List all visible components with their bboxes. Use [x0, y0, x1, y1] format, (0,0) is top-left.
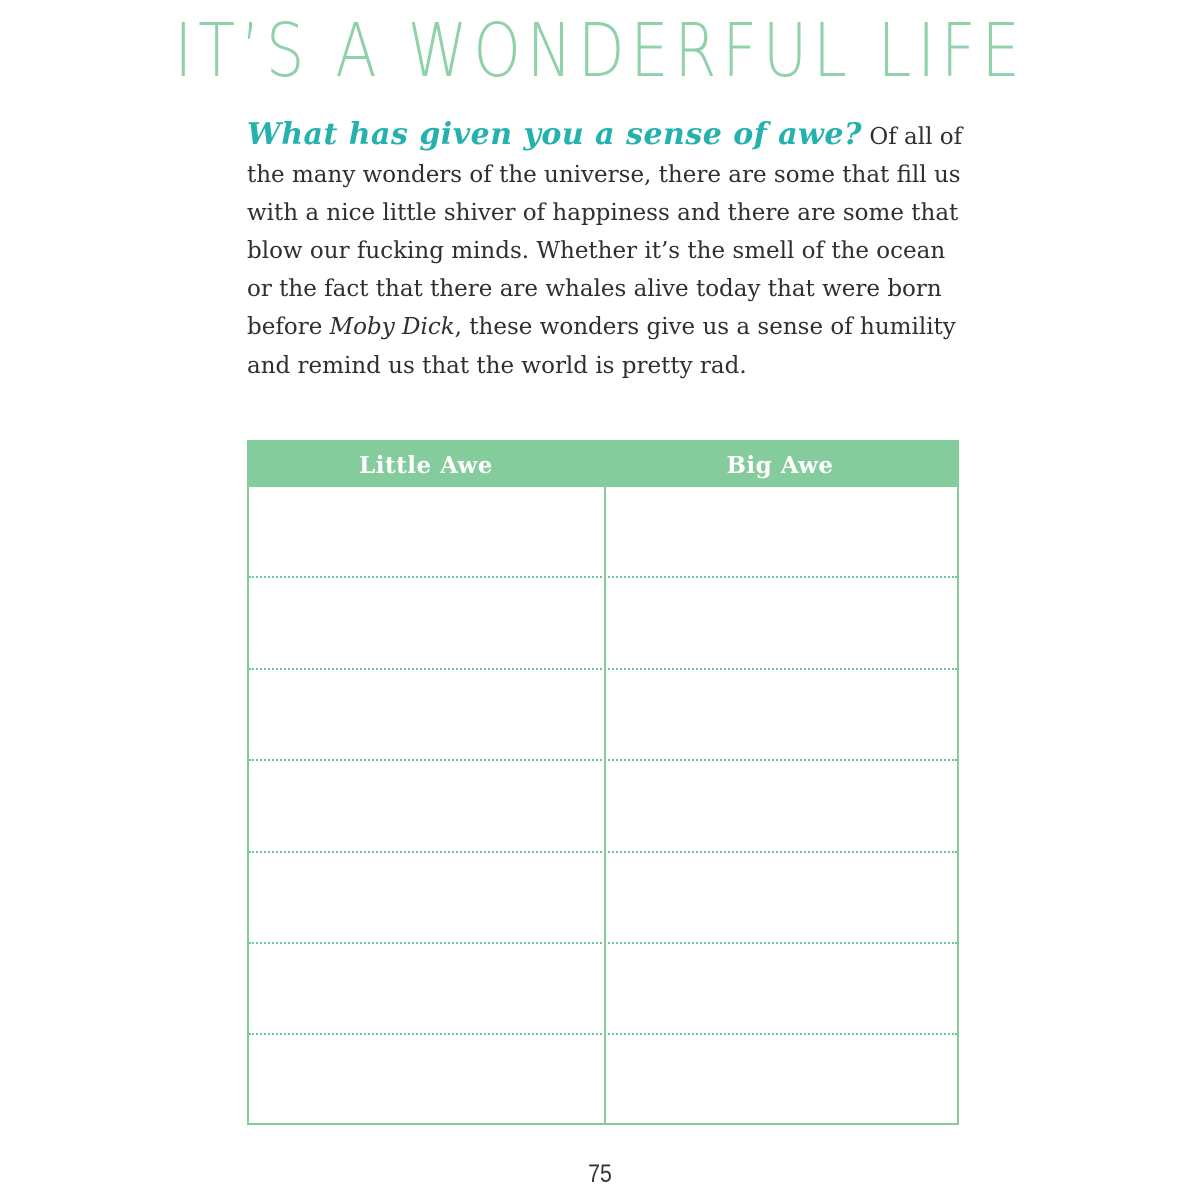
big-awe-cell[interactable]: [603, 853, 957, 942]
column-divider: [604, 487, 606, 1123]
column-header-little-awe: Little Awe: [359, 452, 493, 479]
table-row: [249, 853, 957, 944]
table-row: [249, 487, 957, 578]
table-row: [249, 944, 957, 1035]
page-title: IT’S A WONDERFUL LIFE: [174, 8, 1026, 94]
awe-table: [247, 440, 959, 1125]
big-awe-cell[interactable]: [603, 761, 957, 850]
little-awe-cell[interactable]: [249, 853, 603, 942]
column-header-big-awe: Big Awe: [726, 452, 834, 479]
body-text-part-1: Of all of the many wonders of the universe, there are some that fill us with a nice little shiver of happiness and there are some that blow our fucking minds. Whether it’s the smell of the ocean or the fact that there are whales alive today that were born before: [247, 124, 963, 341]
big-awe-cell[interactable]: [603, 487, 957, 576]
big-awe-cell[interactable]: [603, 578, 957, 667]
little-awe-cell[interactable]: [249, 761, 603, 850]
little-awe-cell[interactable]: [249, 944, 603, 1033]
page-number: 75: [588, 1160, 612, 1188]
little-awe-cell[interactable]: [249, 487, 603, 576]
little-awe-cell[interactable]: [249, 1035, 603, 1126]
big-awe-cell[interactable]: [603, 1035, 957, 1126]
big-awe-cell[interactable]: [603, 944, 957, 1033]
body-text-part-2: , these wonders give us a sense of humility and remind us that the world is pretty rad.: [247, 314, 956, 379]
table-row: [249, 578, 957, 669]
book-title: Moby Dick: [329, 314, 455, 341]
big-awe-cell[interactable]: [603, 670, 957, 759]
intro-paragraph: [247, 116, 967, 385]
table-row: [249, 670, 957, 761]
little-awe-cell[interactable]: [249, 578, 603, 667]
little-awe-cell[interactable]: [249, 670, 603, 759]
table-body: [249, 487, 957, 1123]
table-header: [249, 442, 957, 487]
table-row: [249, 1035, 957, 1126]
table-row: [249, 761, 957, 852]
prompt-question: What has given you a sense of awe?: [247, 117, 863, 152]
